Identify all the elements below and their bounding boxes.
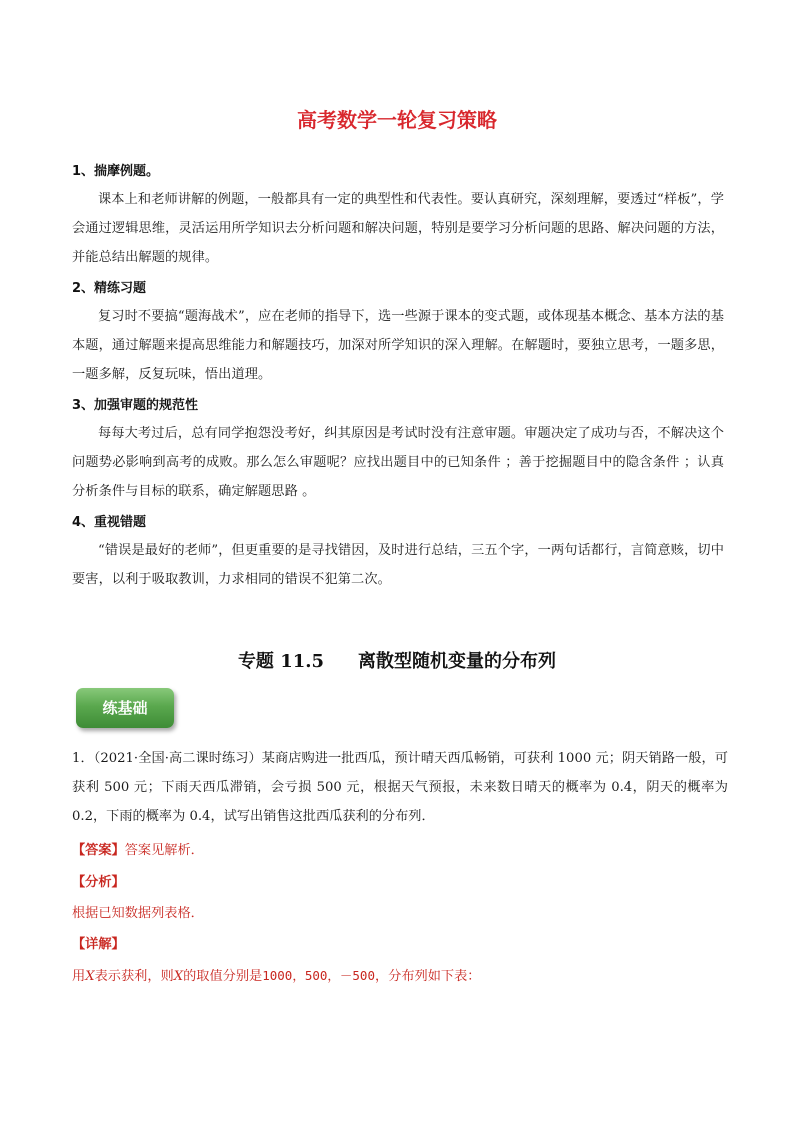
analysis-label-line xyxy=(72,868,125,897)
section-body: 课本上和老师讲解的例题，一般都具有一定的典型性和代表性。要认真研究，深刻理解，要透过“样板”，学会通过逻辑思维，灵活运用所学知识去分析问题和解决问题，特别是要学习分析问题的思路、解决问题的方法，并能总结出解题的规律。 xyxy=(72,192,724,265)
section-body: 每每大考过后，总有同学抱怨没考好，纠其原因是考试时没有注意审题。审题决定了成功与否，不解决这个问题势必影响到高考的成败。那么怎么审题呢？应找出题目中的已知条件 ；善于挖掘题目中的隐含条件 ；认真分析条件与目标的联系，确定解题思路 。 xyxy=(72,426,724,499)
detail-suffix: ，分布列如下表： xyxy=(374,969,481,984)
section-1 xyxy=(72,158,724,272)
page-title: 高考数学一轮复习策略 xyxy=(297,108,497,132)
detail-values: 1000，500，－500 xyxy=(262,968,375,983)
answer-label: 【答案】 xyxy=(72,843,125,858)
section-heading: 1、揣摩例题。 xyxy=(72,164,160,179)
section-heading: 3、加强审题的规范性 xyxy=(72,398,199,413)
topic-name: 离散型随机变量的分布列 xyxy=(358,651,557,672)
answer-line xyxy=(72,836,204,865)
variable-x: X xyxy=(173,969,184,984)
analysis-label: 【分析】 xyxy=(72,875,125,890)
detail-mid2: 的取值分别是 xyxy=(183,969,263,984)
detail-prefix: 用 xyxy=(72,969,86,984)
variable-x: X xyxy=(85,969,95,984)
section-body: 复习时不要搞“题海战术”，应在老师的指导下，选一些源于课本的变式题，或体现基本概念、基本方法的基本题，通过解题来提高思维能力和解题技巧，加深对所学知识的深入理解。在解题时，要独立思考，一题多思，一题多解，反复玩味，悟出道理。 xyxy=(72,309,724,382)
detail-label-line xyxy=(72,930,125,959)
topic-number: 专题 11.5 xyxy=(237,651,325,672)
detail-mid1: 表示获利，则 xyxy=(94,969,174,984)
section-heading: 2、精练习题 xyxy=(72,281,147,296)
analysis-text: 根据已知数据列表格． xyxy=(72,906,204,921)
answer-text: 答案见解析． xyxy=(124,843,204,858)
section-2 xyxy=(72,275,724,389)
section-4 xyxy=(72,509,724,594)
section-heading: 4、重视错题 xyxy=(72,515,147,530)
practice-basics-badge: 练基础 xyxy=(76,688,174,728)
analysis-text-line xyxy=(72,899,204,928)
detail-text-line xyxy=(72,961,480,991)
question-text: 1．（2021·全国·高二课时练习）某商店购进一批西瓜，预计晴天西瓜畅销，可获利 1000 元；阴天销路一般，可获利 500 元；下雨天西瓜滞销，会亏损 500 元，根据天气预报，未来数日晴天的概率为 0.4，阴天的概率为 0.2，下雨的概率为 0.4，试写出销售这批西瓜获利的分布列． xyxy=(72,751,728,824)
section-3 xyxy=(72,392,724,506)
detail-label: 【详解】 xyxy=(72,937,125,952)
section-body: “错误是最好的老师”，但更重要的是寻找错因，及时进行总结，三五个字，一两句话都行，言简意赅，切中要害，以利于吸取教训，力求相同的错误不犯第二次。 xyxy=(72,543,724,587)
topic-title xyxy=(0,647,794,673)
